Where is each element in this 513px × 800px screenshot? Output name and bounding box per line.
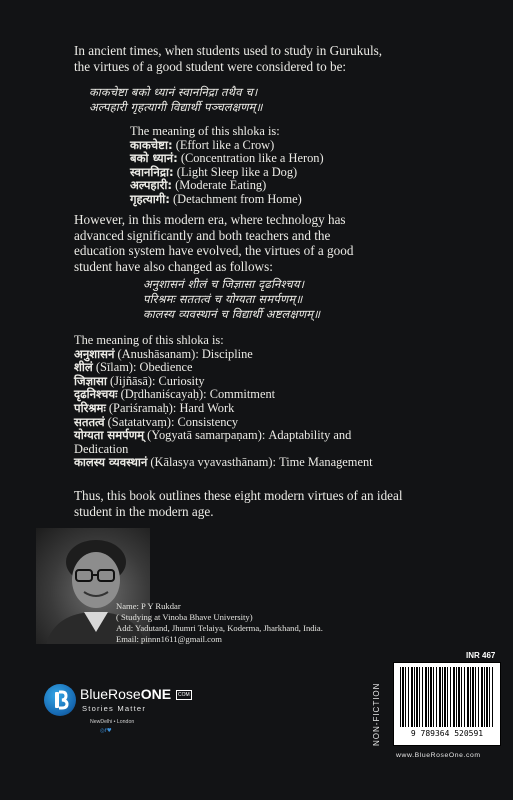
term-translation: (Yogyatā samarpaṇam): Adaptability and [144, 428, 352, 443]
meaning-row [74, 402, 373, 416]
shloka-line: परिश्रमः सततत्वं च योग्यता समर्पणम्॥ [143, 292, 303, 306]
term-translation: Dedication [74, 441, 129, 456]
term-translation: (Jijñāsā): Curiosity [106, 373, 205, 388]
author-address: Add: Yadutand, Jhumri Telaiya, Koderma, Jharkhand, India. [116, 623, 323, 633]
sanskrit-term: अनुशासनं [74, 346, 115, 361]
term-translation: (Pariśramaḥ): Hard Work [105, 400, 235, 415]
shloka-line: काकचेष्टा बको ध्यानं स्वाननिद्रा तथैव च। [89, 85, 258, 99]
shloka-line: अल्पहारी गृहत्यागी विद्यार्थी पञ्चलक्षणम्॥ [89, 100, 263, 114]
meaning-row [74, 443, 373, 457]
intro-line: the virtues of a good student were considered to be: [74, 58, 347, 74]
sanskrit-term: सततत्वं [74, 414, 105, 429]
modern-line: However, in this modern era, where technology has [74, 212, 346, 227]
barcode-bars [400, 667, 494, 727]
publisher-tagline: Stories Matter [82, 704, 147, 713]
meaning-row [130, 179, 324, 193]
meaning-modern [74, 334, 373, 470]
modern-paragraph [74, 212, 504, 274]
meaning-row [74, 375, 373, 389]
meaning-row [74, 456, 373, 470]
term-translation: (Satatatvaṃ): Consistency [104, 414, 239, 429]
meaning-row [74, 416, 373, 430]
sanskrit-term: जिज्ञासा [74, 373, 107, 388]
intro-line: In ancient times, when students used to study in Gurukuls, [74, 43, 383, 58]
meaning-row [74, 361, 373, 375]
term-translation: (Dṛdhaniścayaḥ): Commitment [117, 387, 276, 402]
meaning-heading: The meaning of this shloka is: [74, 333, 224, 347]
sanskrit-term: बको ध्यानं: [130, 151, 178, 166]
sanskrit-term: योग्यता समर्पणम् [74, 428, 145, 443]
publisher-website: www.BlueRoseOne.com [396, 752, 481, 759]
logo-b-glyph [44, 684, 76, 716]
isbn-barcode [393, 662, 501, 746]
shloka-modern [143, 277, 320, 322]
price-label: INR 467 [466, 651, 496, 660]
term-translation: (Detachment from Home) [169, 191, 302, 206]
meaning-row [130, 139, 324, 153]
sanskrit-term: गृहत्यागी: [130, 191, 170, 206]
meaning-row [130, 166, 324, 180]
publisher-wordmark [80, 686, 192, 704]
modern-line: student have also changed as follows: [74, 258, 273, 274]
term-translation: (Effort like a Crow) [172, 137, 275, 152]
modern-line: advanced significantly and both teachers and the [74, 227, 331, 243]
isbn-number: 9 789364 520591 [410, 729, 484, 738]
conclusion-line: student in the modern age. [74, 503, 214, 519]
term-translation: (Concentration like a Heron) [177, 151, 324, 166]
meaning-heading: The meaning of this shloka is: [130, 124, 280, 138]
publisher-name-part1: BlueRose [80, 686, 141, 702]
publisher-name-part2: ONE [140, 686, 172, 702]
intro-paragraph [74, 43, 494, 74]
meaning-row [74, 429, 373, 443]
author-study: ( Studying at Vinoba Bhave University) [116, 612, 253, 622]
sanskrit-term: स्वाननिद्रा: [130, 164, 174, 179]
term-translation: (Light Sleep like a Dog) [173, 164, 298, 179]
term-translation: (Sīlam): Obedience [92, 360, 193, 375]
publisher-badge: COM [178, 692, 190, 699]
shloka-line: कालस्य व्यवस्थानं च विद्यार्थी अष्टलक्षणम्॥ [143, 307, 321, 321]
sanskrit-term: अल्पहारी: [130, 178, 172, 193]
meaning-row [74, 388, 373, 402]
publisher-cities: NewDelhi • London [90, 719, 135, 725]
genre-label [372, 666, 381, 746]
conclusion-paragraph [74, 488, 403, 519]
author-details [116, 601, 323, 645]
publisher-social-icons: ◎f♥ [100, 728, 112, 734]
term-translation: (Moderate Eating) [171, 178, 267, 193]
conclusion-line: Thus, this book outlines these eight modern virtues of an ideal [74, 488, 403, 503]
sanskrit-term: काकचेष्टा: [130, 137, 173, 152]
meaning-ancient [130, 125, 324, 207]
meaning-row [74, 348, 373, 362]
sanskrit-term: शीलं [74, 360, 93, 375]
genre-text: NON-FICTION [372, 682, 381, 746]
term-translation: (Anushāsanam): Discipline [114, 346, 253, 361]
meaning-row [130, 193, 324, 207]
term-translation: (Kālasya vyavasthānam): Time Management [147, 455, 373, 470]
shloka-line: अनुशासनं शीलं च जिज्ञासा दृढनिश्चय। [143, 277, 305, 291]
author-name: Name: P Y Rukdar [116, 601, 181, 611]
meaning-row [130, 152, 324, 166]
publisher-logo-icon [44, 684, 76, 716]
sanskrit-term: परिश्रमः [74, 400, 106, 415]
shloka-ancient [89, 85, 263, 115]
sanskrit-term: दृढनिश्चयः [74, 387, 118, 402]
modern-line: education system have evolved, the virtues of a good [74, 243, 354, 258]
sanskrit-term: कालस्य व्यवस्थानं [74, 455, 148, 470]
author-email: Email: pinnn1611@gmail.com [116, 634, 222, 644]
